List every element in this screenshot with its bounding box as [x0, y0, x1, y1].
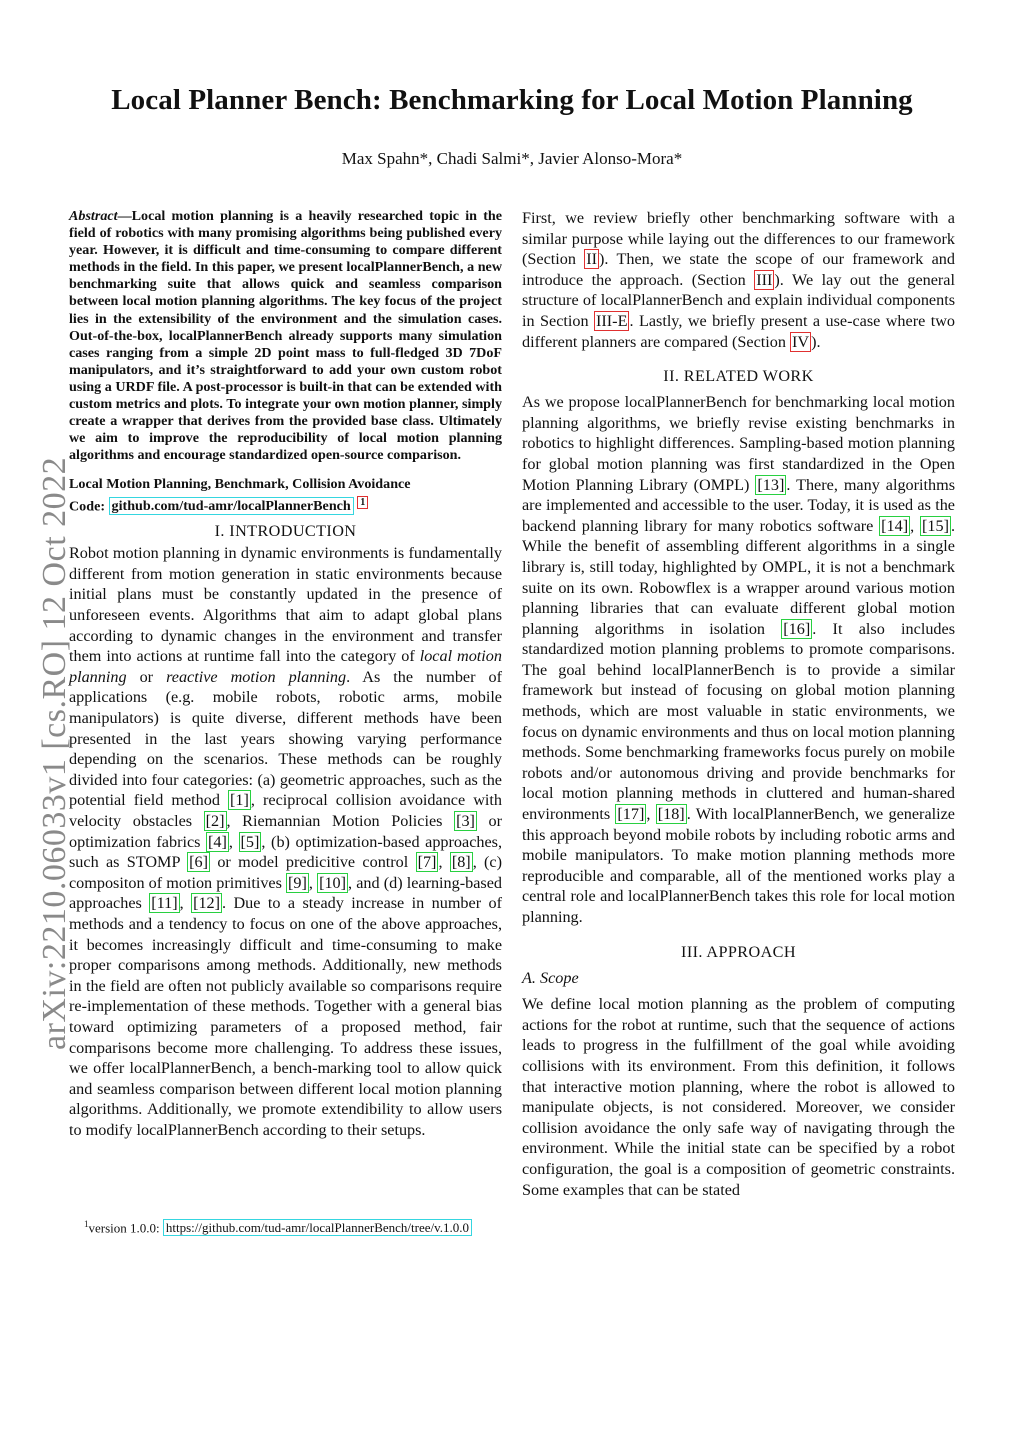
citation[interactable]: [14] [881, 516, 909, 535]
citation[interactable]: [15] [922, 516, 949, 535]
footnote [84, 1219, 472, 1236]
footnote-url[interactable]: https://github.com/tud-amr/localPlannerBench/tree/v.1.0.0 [163, 1219, 472, 1236]
keywords-block [69, 476, 502, 515]
approach-paragraph: We define local motion planning as the problem of computing actions for the robot at runtime, such that the sequence of actions leads to progress in the fulfillment of the goal while avoiding collisions with its environment. From this definition, it follows that interactive motion planning, where the robot is allowed to manipulate objects, is not considered. Moreover, we consider collision avoidance the only safe way of navigating through the environment. While the initial state can be specified by a robot configuration, the goal is a composition of geometric constraints. Some examples that can be stated [522, 995, 955, 1199]
keywords: Local Motion Planning, Benchmark, Collision Avoidance [69, 476, 411, 493]
abstract-label: Abstract [69, 208, 118, 224]
code-link[interactable]: github.com/tud-amr/localPlannerBench [109, 497, 354, 515]
citation[interactable]: [7] [417, 853, 437, 872]
citation[interactable]: [12] [193, 894, 221, 913]
citation[interactable]: [18] [657, 805, 685, 824]
citation[interactable]: [4] [208, 832, 227, 851]
citation[interactable]: [16] [783, 619, 811, 638]
left-column [69, 208, 502, 1141]
abstract [69, 208, 502, 464]
abstract-text: —Local motion planning is a heavily researched topic in the field of robotics with many promising algorithms being published every year. However, it is difficult and time-consuming to compare different methods in the field. In this paper, we present localPlannerBench, a new benchmarking suite that allows quick and seamless comparison between local motion planning algorithms. The key focus of the project lies in the extensibility of the environment and the simulation cases. Out-of-the-box, localPlannerBench already supports many simulation cases ranging from a simple 2D point mass to full-fledged 3D 7DoF manipulators, and it’s straightforward to add your own custom robot using a URDF file. A post-processor is built-in that can be extended with custom metrics and plots. To integrate your own motion planner, simply create a wrapper that derives from the provided base class. Ultimately we aim to improve the reproducibility of local motion planning algorithms and encourage standardized open-source comparison. [69, 208, 502, 464]
footnote-ref[interactable]: 1 [357, 496, 368, 509]
subsection-heading-scope: A. Scope [522, 968, 579, 987]
section-ref[interactable]: IV [792, 332, 810, 351]
citation[interactable]: [6] [189, 853, 209, 872]
related-work-paragraph: As we propose localPlannerBench for benchmarking local motion planning algorithms, we briefly revise existing benchmarks in robotics to highlight differences. Sampling-based motion planning for global motion planning was first standardized in the Open Motion Planning Library (OMPL) [13] . There, many algorithms are implemented and accessible to the user. Today, it is used as the backend planning library for many robotics software [14] , [15] . While the benefit of assembling different algorithms in a single library is, still today, highlighted by OMPL, it is not a benchmark suite on its own. Robowflex is a wrapper around various motion planning libraries that can evaluate different global motion planning algorithms in isolation [16] . It also includes standardized motion planning problems to promote comparisons. The goal behind localPlannerBench is to provide a similar framework but instead of focusing on global motion planning methods, which are most valuable in static environments, we focus on dynamic environments and thus on local motion planning methods. Some benchmarking frameworks focus purely on mobile robots and/or autonomous driving and provide benchmarks for local motion planning methods in cluttered and human-shared environments [17] , [18] . With localPlannerBench, we generalize this approach beyond mobile robots by including robotic arms and mobile manipulators. To make motion planning methods more reproducible and comparable, all of the mentioned works play a central role and localPlannerBench takes this role for local motion planning. [522, 393, 956, 926]
overview-paragraph: First, we review briefly other benchmarking software with a similar purpose while laying out the differences to our framework (Section II ). Then, we state the scope of our framework and introduce the approach. (Section III ). We lay out the general structure of localPlannerBench and explain individual components in Section III-E . Lastly, we briefly present a use-case where two different planners are compared (Section IV ). [522, 209, 955, 351]
citation[interactable]: [11] [151, 894, 178, 913]
section-ref[interactable]: III [756, 270, 773, 289]
citation[interactable]: [9] [288, 873, 307, 892]
citation[interactable]: [13] [757, 475, 785, 494]
section-ref[interactable]: III-E [596, 311, 628, 330]
section-heading-related-work: II. RELATED WORK [663, 367, 814, 386]
section-ref[interactable]: II [586, 250, 598, 269]
footnote-mark: 1 [84, 1219, 89, 1229]
section-heading-approach: III. APPROACH [681, 942, 796, 961]
citation[interactable]: [1] [230, 791, 249, 810]
right-column [522, 208, 955, 1200]
citation[interactable]: [5] [240, 832, 260, 851]
footnote-label: version 1.0.0: [88, 1220, 163, 1236]
paper-title: Local Planner Bench: Benchmarking for Local Motion Planning [111, 84, 913, 116]
citation[interactable]: [2] [205, 812, 225, 830]
section-heading-introduction: I. INTRODUCTION [214, 522, 357, 541]
citation[interactable]: [10] [319, 873, 347, 892]
arxiv-identifier: arXiv:2210.06033v1 [cs.RO] 12 Oct 2022 [36, 456, 73, 1050]
author-list: Max Spahn*, Chadi Salmi*, Javier Alonso-Mora* [341, 149, 683, 168]
introduction-paragraph: Robot motion planning in dynamic environments is fundamentally different from motion generation in static environments because initial plans must be constantly updated in the presence of unforeseen events. Algorithms that aim to adapt global plans according to dynamic changes in the environment and transfer them into actions at runtime fall into the category of local motion planning or reactive motion planning. As the number of applications (e.g. mobile robots, robotic arms, mobile manipulators) is quite diverse, different methods have been presented in the last years showing varying performance depending on the scenarios. These methods can be roughly divided into four categories: (a) geometric approaches, such as the potential field method [1] , reciprocal collision avoidance with velocity obstacles [2] , Riemannian Motion Policies [3] or optimization fabrics [4] , [5] , (b) optimization-based approaches, such as STOMP [6] or model predicitive control [7] , [8] , (c) compositon of motion primitives [9] , [10] , and (d) learning-based approaches [11] , [12] . Due to a steady increase in number of methods and a tendency to focus on one of the above approaches, it becomes increasingly difficult and time-consuming to make proper comparisons among methods. Additionally, new methods in the field are often not publicly available so comparisons require re-implementation of these methods. Together with a general bias toward optimizing parameters of a proposed method, fair comparisons become more challenging. To address these issues, we offer localPlannerBench, a bench-marking tool to allow quick and seamless comparison between different local motion planning algorithms. Additionally, we promote extendibility to allow users to modify localPlannerBench according to their setups. [69, 544, 503, 1139]
code-label: Code: [69, 498, 106, 515]
citation[interactable]: [8] [451, 853, 471, 872]
citation[interactable]: [17] [617, 805, 645, 824]
citation[interactable]: [3] [456, 812, 475, 830]
